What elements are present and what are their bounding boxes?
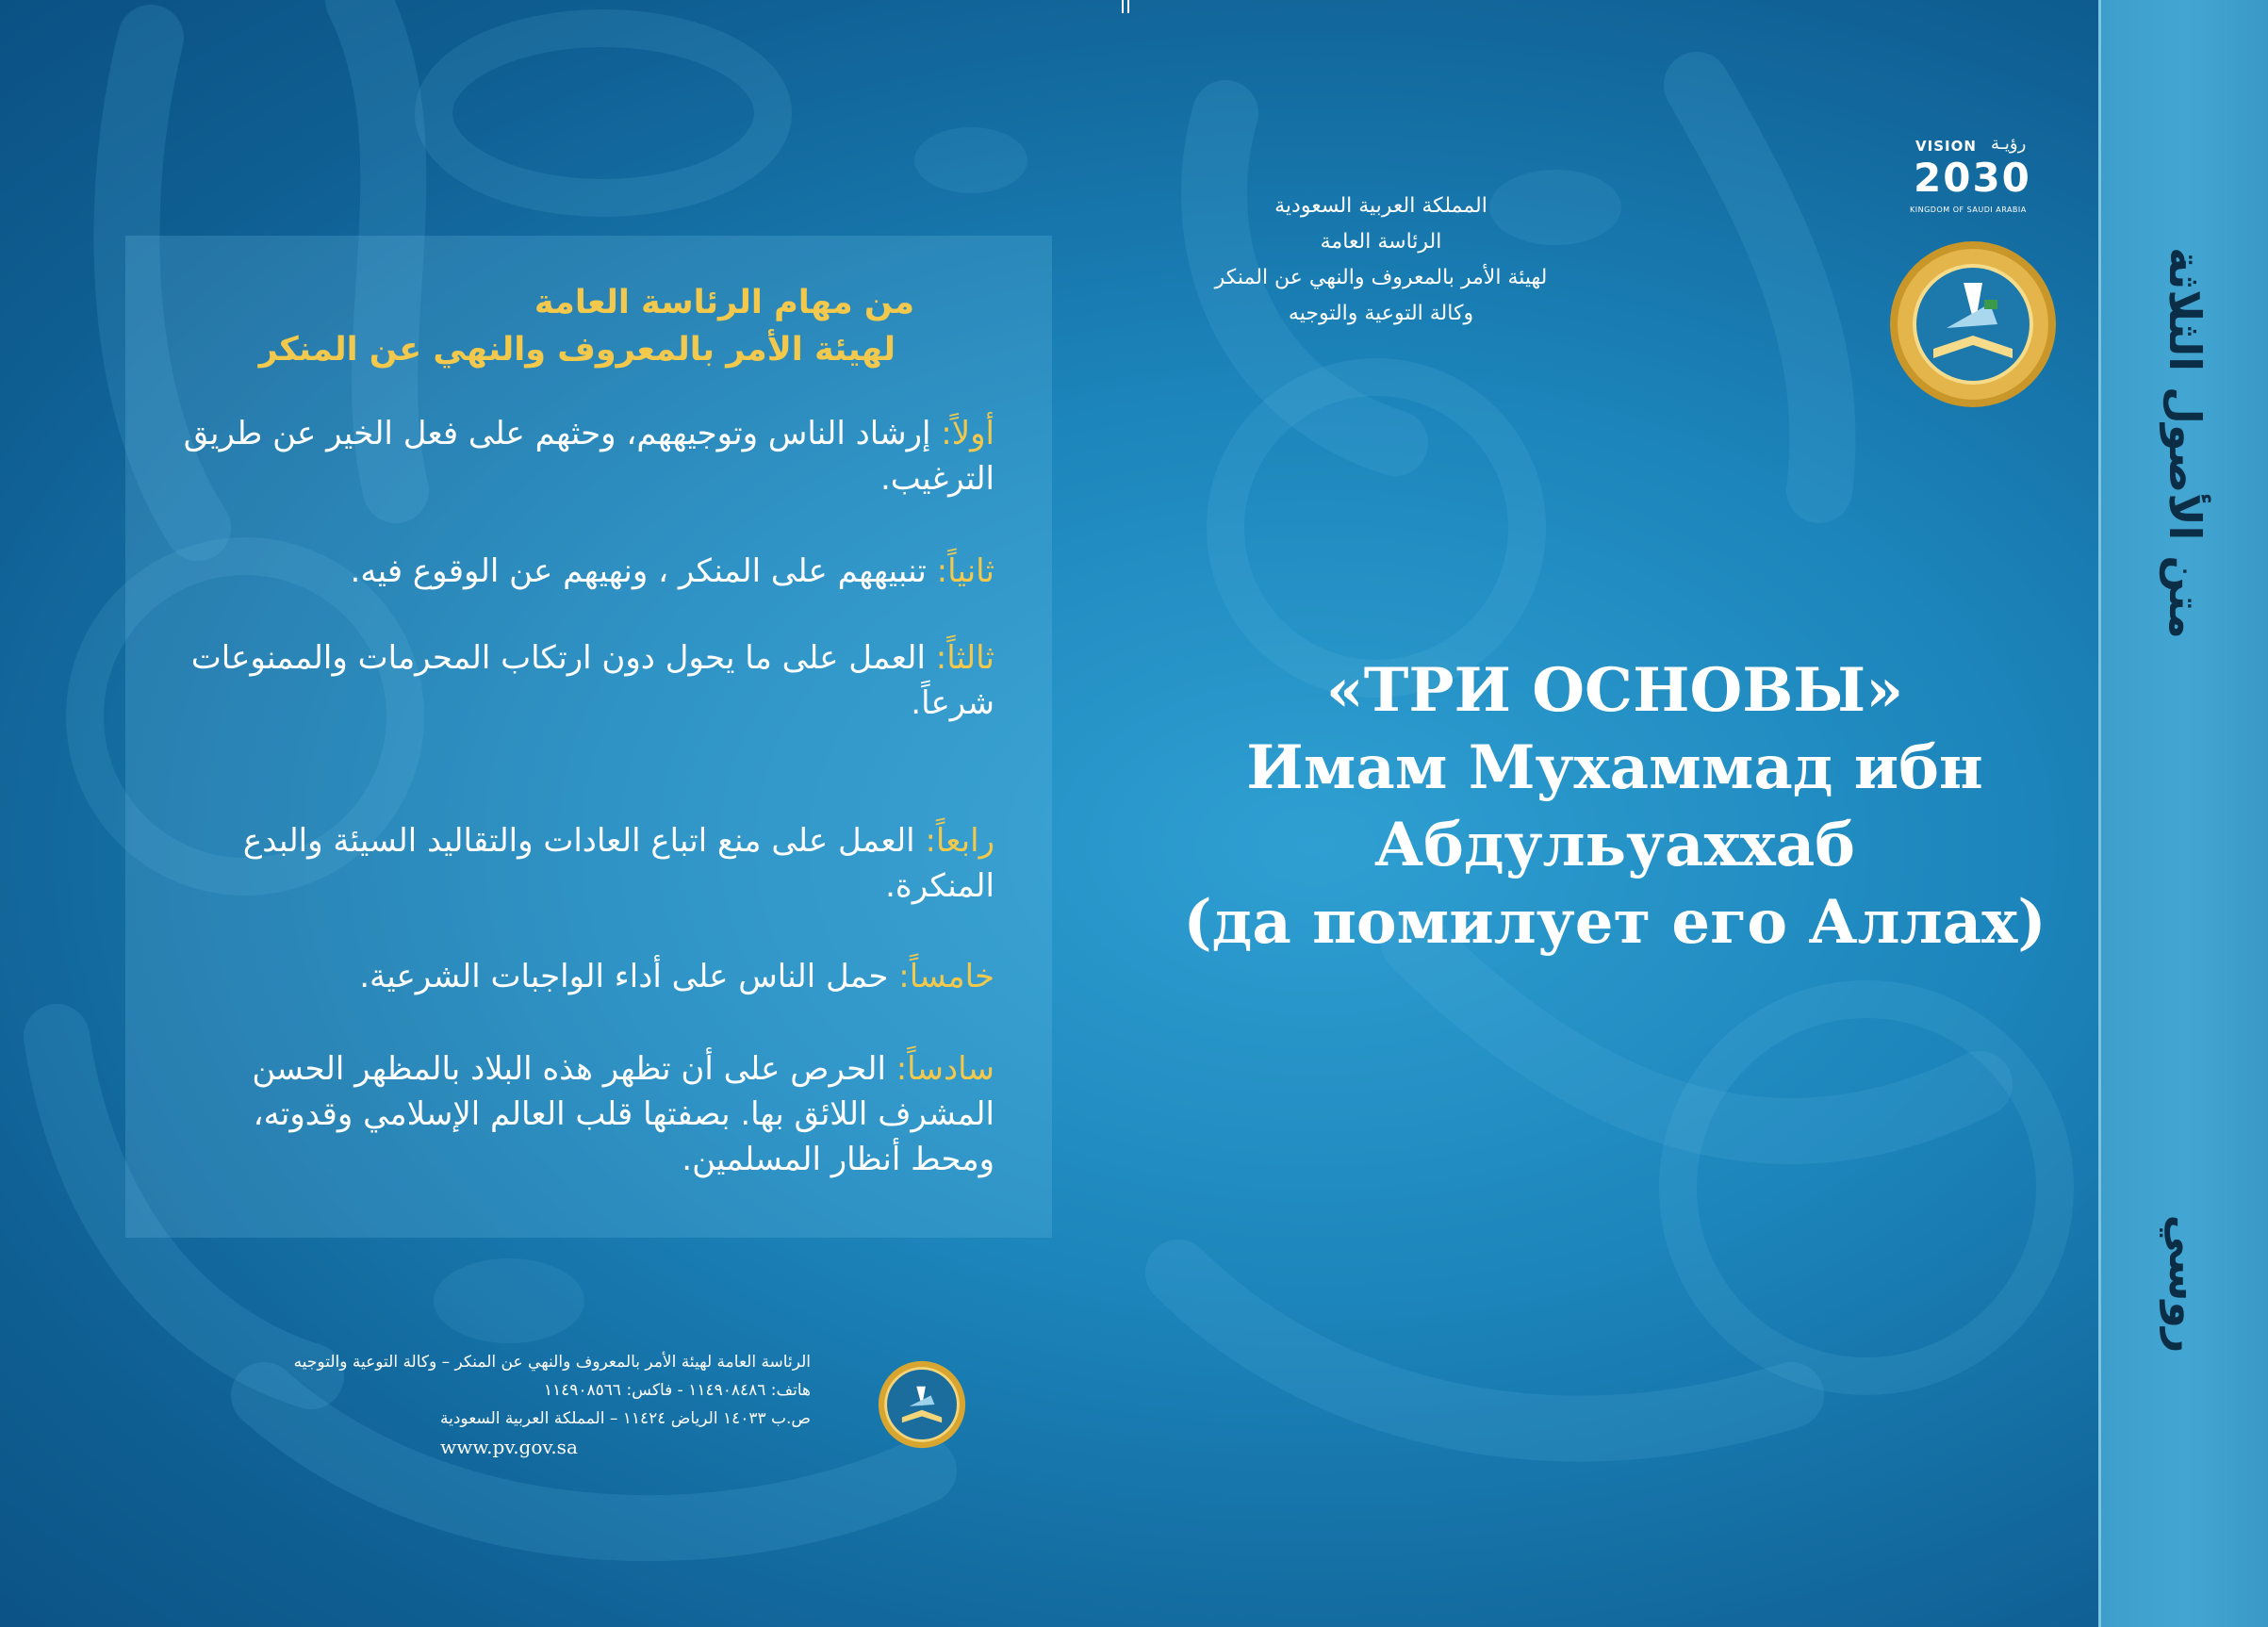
org-line: لهيئة الأمر بالمعروف والنهي عن المنكر	[1214, 266, 1548, 289]
vision-sub: KINGDOM OF SAUDI ARABIA	[1910, 205, 2027, 214]
duty-label: ثانياً:	[936, 552, 994, 590]
trim-mark	[1122, 0, 1124, 13]
title-line: (да помилует его Аллах)	[1183, 887, 2046, 958]
title-line: «ТРИ ОСНОВЫ»	[1325, 655, 1904, 726]
duty-item-2	[165, 549, 994, 594]
vision-year: 2030	[1914, 155, 2031, 201]
website-url[interactable]: www.pv.gov.sa	[440, 1436, 578, 1458]
heading-line: من مهام الرئاسة العامة	[534, 284, 914, 321]
duty-text: العمل على منع اتباع العادات والتقاليد السيئة والبدع المنكرة.	[242, 822, 994, 905]
org-line: وكالة التوعية والتوجيه	[1288, 302, 1474, 325]
book-title	[1148, 652, 2081, 961]
duty-text: العمل على ما يحول دون ارتكاب المحرمات والممنوعات شرعاً.	[190, 639, 994, 722]
duty-label: سادساً:	[896, 1050, 994, 1088]
duty-label: ثالثاً:	[935, 639, 994, 677]
footer-line: هاتف: ١١٤٩٠٨٤٨٦ - فاكس: ١١٤٩٠٨٥٦٦	[543, 1381, 811, 1400]
duty-item-3	[165, 635, 994, 726]
title-line: Абдульуаххаб	[1374, 810, 1855, 880]
vision-label: VISION	[1915, 138, 1977, 155]
footer-line: الرئاسة العامة لهيئة الأمر بالمعروف والنهي عن المنكر – وكالة التوعية والتوجيه	[293, 1353, 811, 1372]
book-spine	[2098, 0, 2268, 1627]
back-cover-heading	[189, 279, 914, 373]
seal-logo-icon	[1888, 239, 2058, 409]
back-cover-footer	[170, 1348, 811, 1461]
org-line: المملكة العربية السعودية	[1274, 194, 1487, 218]
duty-label: خامساً:	[898, 958, 994, 995]
duty-label: أولاً:	[941, 415, 994, 452]
duty-item-5	[165, 954, 994, 999]
title-line: Имам Мухаммад ибн	[1246, 732, 1983, 803]
duty-text: حمل الناس على أداء الواجبات الشرعية.	[359, 958, 889, 995]
duty-item-1	[165, 411, 994, 501]
duty-text: تنبيههم على المنكر ، ونهيهم عن الوقوع فيه.	[350, 552, 927, 590]
vision-label-ar: رؤيـة	[1991, 134, 2027, 154]
duty-text: إرشاد الناس وتوجيههم، وحثهم على فعل الخير عن طريق الترغيب.	[183, 415, 994, 498]
org-line: الرئاسة العامة	[1320, 230, 1442, 254]
vision-2030-logo	[1906, 130, 2038, 215]
heading-line: لهيئة الأمر بالمعروف والنهي عن المنكر	[258, 331, 896, 369]
duty-item-6	[165, 1046, 994, 1182]
spine-title: متن الأصول الثلاثة	[2160, 247, 2210, 639]
seal-logo-icon	[877, 1359, 967, 1450]
spine-language: روسي	[2160, 1214, 2210, 1354]
duty-label: رابعاً:	[925, 822, 994, 860]
footer-line: ص.ب ١٤٠٣٣ الرياض ١١٤٢٤ – المملكة العربية السعودية	[440, 1409, 811, 1428]
trim-mark	[1127, 0, 1129, 13]
front-cover-organization	[1159, 189, 1602, 332]
duty-item-4	[165, 818, 994, 909]
duty-text: الحرص على أن تظهر هذه البلاد بالمظهر الحسن المشرف اللائق بها. بصفتها قلب العالم الإسلامي وقدوته، ومحط أنظار المسلمين.	[252, 1050, 994, 1178]
